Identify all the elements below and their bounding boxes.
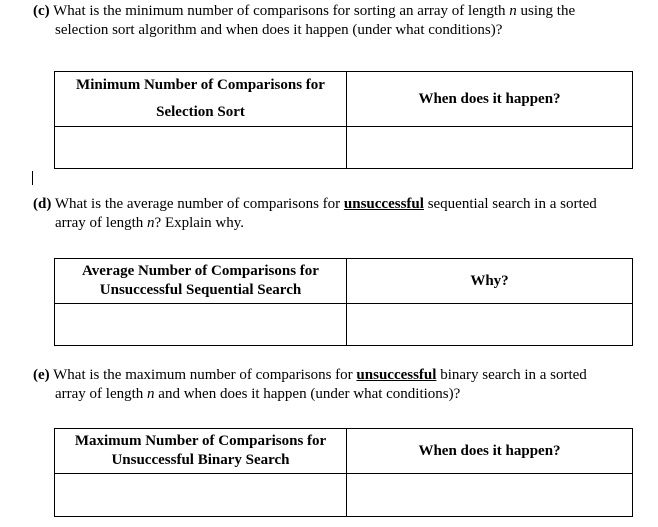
header-text-line2: Selection Sort <box>156 104 245 120</box>
table-header-row <box>55 429 633 474</box>
answer-cell-min-comparisons[interactable] <box>55 127 347 169</box>
table-header-row <box>55 72 633 127</box>
question-c-text-1: What is the minimum number of comparisons for sorting an array of length <box>53 3 510 19</box>
question-e <box>33 366 634 404</box>
table-header-cell-min-comparisons <box>55 72 347 127</box>
table-header-row <box>55 259 633 304</box>
question-e-line2-pre: array of length <box>55 386 148 402</box>
question-c <box>33 2 634 40</box>
question-c-line2: selection sort algorithm and when does it happen (under what conditions)? <box>55 22 503 38</box>
header-text-line1: Average Number of Comparisons for <box>82 263 319 279</box>
question-d-keyword: unsuccessful <box>343 196 424 212</box>
question-c-var: n <box>509 3 517 19</box>
answer-cell-why[interactable] <box>347 304 633 346</box>
answer-table-d <box>54 258 633 346</box>
question-d-line2-post: ? Explain why. <box>154 215 244 231</box>
header-text-line1: Minimum Number of Comparisons for <box>76 77 325 93</box>
question-d-line2-pre: array of length <box>55 215 148 231</box>
table-header-cell-why: Why? <box>347 259 633 304</box>
question-d-text-1: What is the average number of comparisons for <box>54 196 344 212</box>
question-e-keyword: unsuccessful <box>356 367 437 383</box>
header-text-line2: Unsuccessful Sequential Search <box>99 282 302 298</box>
table-header-cell-when: When does it happen? <box>347 72 633 127</box>
question-d-label: (d) <box>33 196 52 212</box>
table-answer-row <box>55 474 633 517</box>
table-header-cell-max-comparisons <box>55 429 347 474</box>
answer-table-e <box>54 428 633 517</box>
header-text-line2: Unsuccessful Binary Search <box>111 452 290 468</box>
question-d-text-2: sequential search in a sorted <box>423 196 597 212</box>
question-d-var: n <box>147 215 155 231</box>
question-d <box>33 195 634 233</box>
question-e-label: (e) <box>33 367 50 383</box>
question-e-text-2: binary search in a sorted <box>436 367 587 383</box>
question-e-line2 <box>33 385 634 404</box>
question-e-text-1: What is the maximum number of comparisons for <box>53 367 357 383</box>
question-e-var: n <box>147 386 155 402</box>
table-answer-row <box>55 304 633 346</box>
answer-cell-when[interactable] <box>347 474 633 517</box>
question-e-line2-post: and when does it happen (under what conditions)? <box>154 386 461 402</box>
question-d-line2 <box>33 214 634 233</box>
table-header-cell-when: When does it happen? <box>347 429 633 474</box>
table-header-cell-avg-comparisons <box>55 259 347 304</box>
answer-cell-when[interactable] <box>347 127 633 169</box>
answer-cell-avg-comparisons[interactable] <box>55 304 347 346</box>
question-c-text-2: using the <box>516 3 576 19</box>
text-cursor <box>32 171 33 185</box>
answer-table-c <box>54 71 633 169</box>
header-text-line1: Maximum Number of Comparisons for <box>74 433 327 449</box>
answer-cell-max-comparisons[interactable] <box>55 474 347 517</box>
question-c-label: (c) <box>33 3 50 19</box>
table-answer-row <box>55 127 633 169</box>
